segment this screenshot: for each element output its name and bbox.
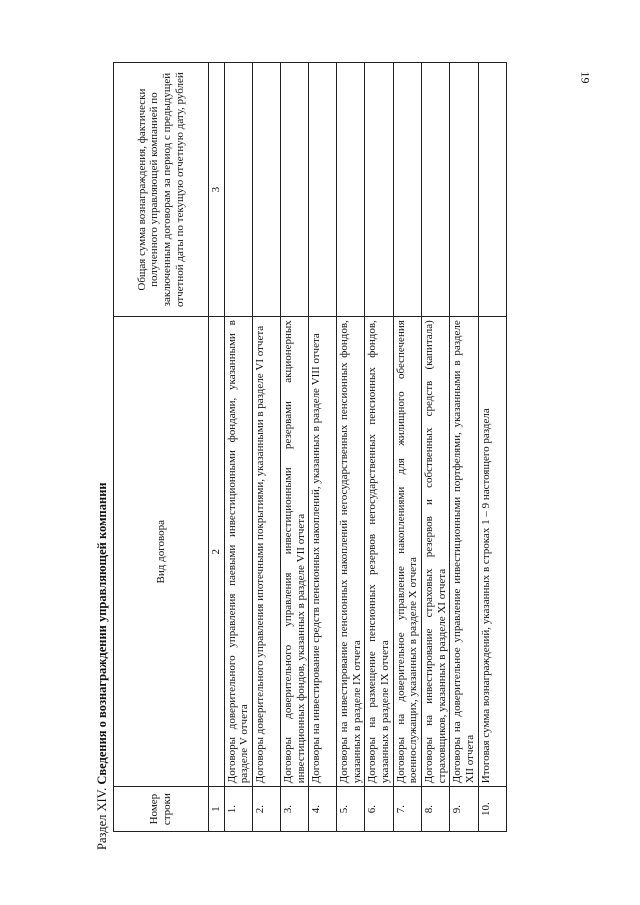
contract-type: Договоры на инвестирование страховых резервов и собственных средств (капитала) страховщиков, указанных в разделе XI отчета <box>422 317 450 787</box>
table-header-row <box>114 63 209 832</box>
contract-type: Договоры на инвестирование пенсионных накоплений негосударственных пенсионных фондов, указанных в разделе IX отчета <box>337 317 365 787</box>
total-sum-cell <box>280 63 308 317</box>
contract-type: Итоговая сумма вознаграждений, указанных в строках 1 – 9 настоящего раздела <box>478 317 506 787</box>
section-title <box>95 482 110 850</box>
table-row <box>280 63 308 832</box>
table-row <box>450 63 478 832</box>
table-row <box>337 63 365 832</box>
total-sum-cell <box>365 63 393 317</box>
contract-type: Договоры доверительного управления паевыми инвестиционными фондами, указанными в разделе V отчета <box>224 317 252 787</box>
row-number: 2. <box>252 787 280 832</box>
total-sum-cell <box>224 63 252 317</box>
page-number: 19 <box>578 71 593 84</box>
total-sum-cell <box>393 63 421 317</box>
header-total-sum: Общая сумма вознаграждения, фактически полученного управляющей компанией по заключенным договорам за период с предыдущей отчетной даты по текущую отчетную дату, рублей <box>114 63 209 317</box>
table-row <box>478 63 506 832</box>
column-index: 1 <box>209 787 225 832</box>
row-number: 1. <box>224 787 252 832</box>
contract-type: Договоры на доверительное управление накоплениями для жилищного обеспечения военнослужащих, указанных в разделе X отчета <box>393 317 421 787</box>
section-label: Раздел XIV. <box>95 787 109 850</box>
row-number: 6. <box>365 787 393 832</box>
total-sum-cell <box>252 63 280 317</box>
column-index: 3 <box>209 63 225 317</box>
total-sum-cell <box>450 63 478 317</box>
contract-type: Договоры на размещение пенсионных резервов негосударственных пенсионных фондов, указанных в разделе IX отчета <box>365 317 393 787</box>
row-number: 8. <box>422 787 450 832</box>
rotated-page <box>95 60 625 850</box>
column-index-row <box>209 63 225 832</box>
table-row <box>422 63 450 832</box>
table-row <box>309 63 337 832</box>
row-number: 5. <box>337 787 365 832</box>
row-number: 9. <box>450 787 478 832</box>
table-row <box>393 63 421 832</box>
row-number: 3. <box>280 787 308 832</box>
row-number: 7. <box>393 787 421 832</box>
column-index: 2 <box>209 317 225 787</box>
header-contract-type: Вид договора <box>114 317 209 787</box>
table-row <box>365 63 393 832</box>
row-number: 4. <box>309 787 337 832</box>
contract-type: Договоры доверительного управления инвестиционными резервами акционерных инвестиционных фондов, указанных в разделе VII отчета <box>280 317 308 787</box>
contract-type: Договоры на инвестирование средств пенсионных накоплений, указанных в разделе VIII отчета <box>309 317 337 787</box>
total-sum-cell <box>478 63 506 317</box>
table-row <box>224 63 252 832</box>
total-sum-cell <box>337 63 365 317</box>
section-heading: Сведения о вознаграждении управляющей компании <box>95 482 109 785</box>
remuneration-table <box>113 62 507 832</box>
table-row <box>252 63 280 832</box>
total-sum-cell <box>309 63 337 317</box>
row-number: 10. <box>478 787 506 832</box>
contract-type: Договоры доверительного управления ипотечными покрытиями, указанными в разделе VI отчета <box>252 317 280 787</box>
header-row-number: Номер строки <box>114 787 209 832</box>
contract-type: Договоры на доверительное управление инвестиционными портфелями, указанными в разделе XII отчета <box>450 317 478 787</box>
total-sum-cell <box>422 63 450 317</box>
